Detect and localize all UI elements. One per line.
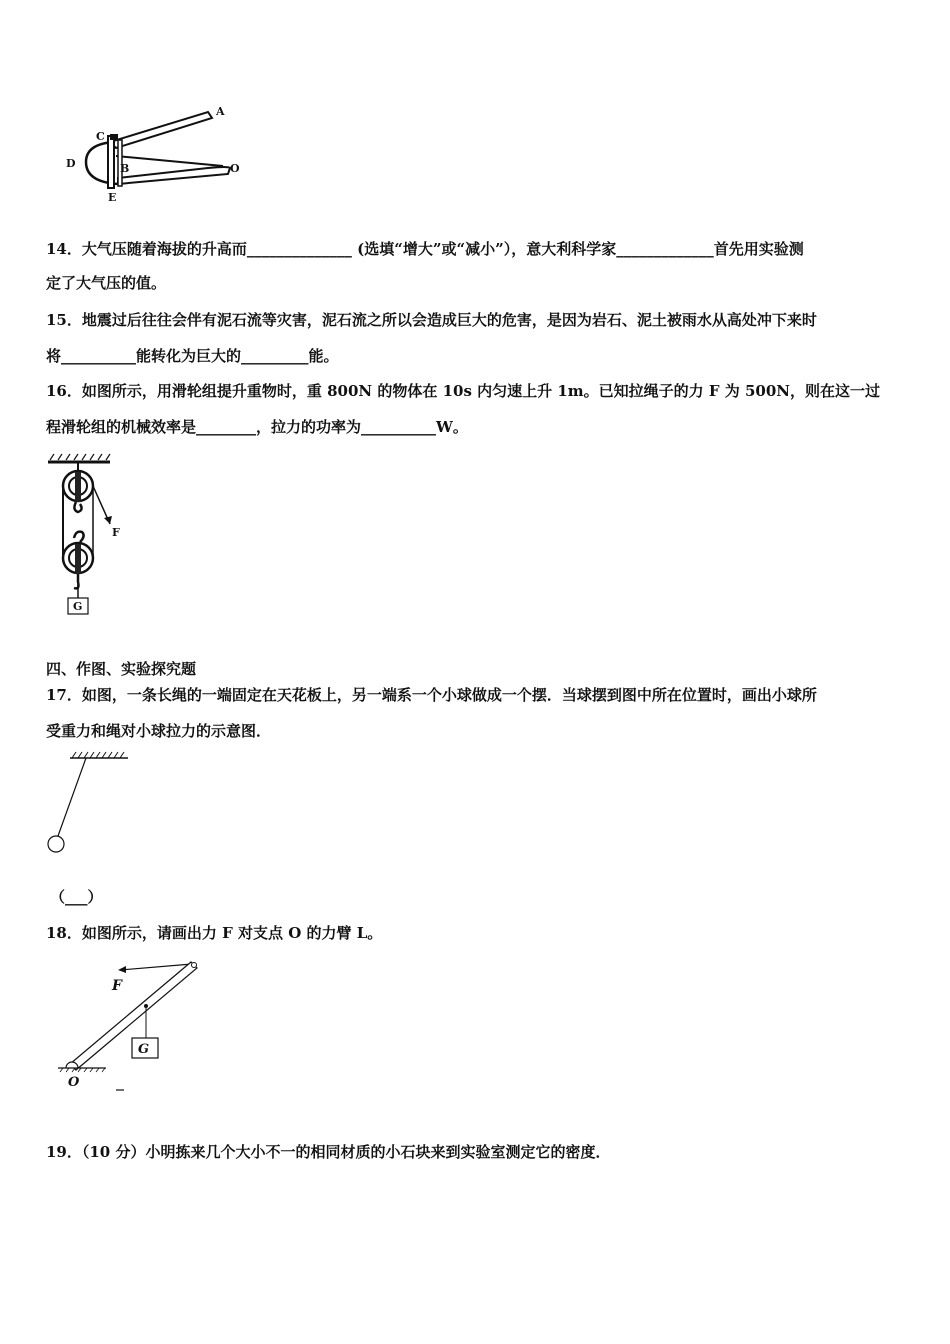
q15-line2: 将__________能转化为巨大的_________能。 — [46, 347, 339, 365]
q16-line1: 16．如图所示，用滑轮组提升重物时，重 800N 的物体在 10s 内匀速上升 1m。已知拉绳子的力 F 为 500N，则在这一过 — [46, 382, 880, 400]
q14-line1: 14．大气压随着海拔的升高而______________ (选填“增大”或“减小”），意大利科学家_____________首先用实验测 — [46, 240, 804, 258]
pulley-label-g: G — [73, 600, 83, 613]
clamp-label-e: E — [108, 191, 117, 204]
pulley-figure — [40, 452, 140, 624]
clamp-label-b: B — [120, 162, 130, 175]
q17-line1: 17．如图，一条长绳的一端固定在天花板上，另一端系一个小球做成一个摆．当球摆到图中所在位置时，画出小球所 — [46, 686, 817, 704]
pendulum-figure — [44, 748, 134, 858]
clamp-label-c: C — [96, 130, 105, 143]
pulley-label-f: F — [112, 526, 120, 539]
q16-line2: 程滑轮组的机械效率是________，拉力的功率为__________W。 — [46, 418, 468, 436]
lever-figure — [54, 956, 214, 1096]
clamp-figure — [58, 100, 258, 210]
clamp-label-a: A — [216, 105, 225, 118]
lever-label-g: G — [138, 1042, 150, 1057]
q15-line1: 15．地震过后往往会伴有泥石流等灾害，泥石流之所以会造成巨大的危害，是因为岩石、泥土被雨水从高处冲下来时 — [46, 311, 817, 329]
clamp-label-d: D — [66, 157, 76, 170]
clamp-label-o: O — [230, 162, 240, 175]
q14-line2: 定了大气压的值。 — [46, 274, 167, 292]
q17-answer-blank: （___） — [50, 888, 103, 906]
q18-line1: 18．如图所示，请画出力 F 对支点 O 的力臂 L。 — [46, 924, 383, 942]
q17-line2: 受重力和绳对小球拉力的示意图． — [46, 722, 272, 740]
lever-label-f: F — [112, 978, 122, 994]
lever-label-o: O — [68, 1075, 80, 1090]
section4-title: 四、作图、实验探究题 — [46, 660, 197, 678]
q19-line1: 19．（10 分）小明拣来几个大小不一的相同材质的小石块来到实验室测定它的密度． — [46, 1143, 611, 1161]
